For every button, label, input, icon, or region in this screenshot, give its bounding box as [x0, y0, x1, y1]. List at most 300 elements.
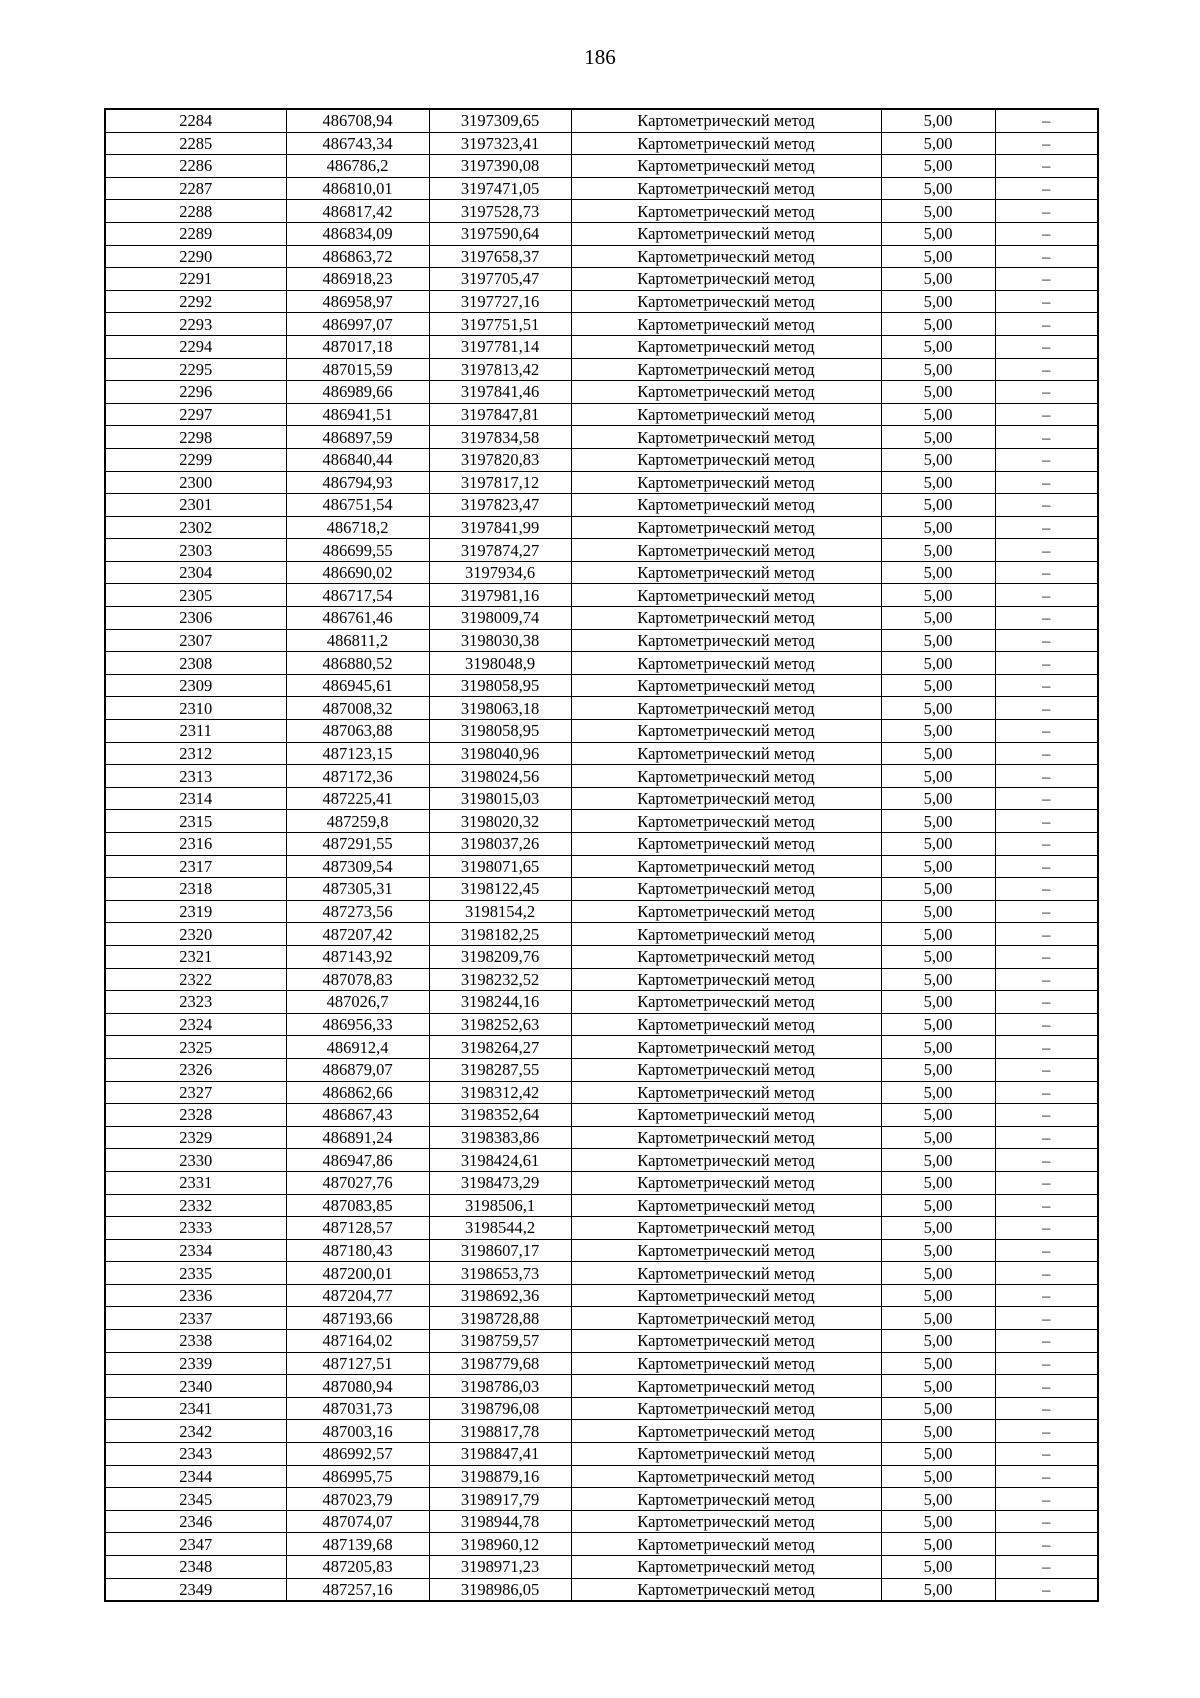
point-number-cell: 2324 [105, 1013, 286, 1036]
x-coordinate-cell: 486912,4 [286, 1036, 429, 1059]
precision-cell: 5,00 [881, 426, 995, 449]
indicator-cell: – [995, 1081, 1098, 1104]
indicator-cell: – [995, 1217, 1098, 1240]
indicator-cell: – [995, 923, 1098, 946]
precision-cell: 5,00 [881, 810, 995, 833]
x-coordinate-cell: 486840,44 [286, 448, 429, 471]
table-row [105, 1488, 1098, 1511]
method-cell: Картометрический метод [571, 1239, 881, 1262]
y-coordinate-cell: 3198264,27 [429, 1036, 571, 1059]
method-cell: Картометрический метод [571, 968, 881, 991]
indicator-cell: – [995, 1533, 1098, 1556]
precision-cell: 5,00 [881, 1443, 995, 1466]
point-number-cell: 2334 [105, 1239, 286, 1262]
y-coordinate-cell: 3198252,63 [429, 1013, 571, 1036]
x-coordinate-cell: 486743,34 [286, 132, 429, 155]
method-cell: Картометрический метод [571, 1194, 881, 1217]
table-row [105, 742, 1098, 765]
precision-cell: 5,00 [881, 1510, 995, 1533]
x-coordinate-cell: 486751,54 [286, 494, 429, 517]
table-row [105, 1262, 1098, 1285]
y-coordinate-cell: 3197817,12 [429, 471, 571, 494]
table-row [105, 245, 1098, 268]
y-coordinate-cell: 3198287,55 [429, 1058, 571, 1081]
x-coordinate-cell: 487027,76 [286, 1171, 429, 1194]
y-coordinate-cell: 3198692,36 [429, 1284, 571, 1307]
x-coordinate-cell: 487143,92 [286, 945, 429, 968]
table-row [105, 900, 1098, 923]
precision-cell: 5,00 [881, 1397, 995, 1420]
x-coordinate-cell: 487309,54 [286, 855, 429, 878]
x-coordinate-cell: 486834,09 [286, 222, 429, 245]
precision-cell: 5,00 [881, 900, 995, 923]
y-coordinate-cell: 3197309,65 [429, 109, 571, 132]
table-row [105, 1171, 1098, 1194]
point-number-cell: 2301 [105, 494, 286, 517]
point-number-cell: 2299 [105, 448, 286, 471]
point-number-cell: 2323 [105, 991, 286, 1014]
y-coordinate-cell: 3197820,83 [429, 448, 571, 471]
x-coordinate-cell: 486817,42 [286, 200, 429, 223]
indicator-cell: – [995, 652, 1098, 675]
table-row [105, 358, 1098, 381]
y-coordinate-cell: 3198971,23 [429, 1556, 571, 1579]
method-cell: Картометрический метод [571, 335, 881, 358]
method-cell: Картометрический метод [571, 1126, 881, 1149]
table-row [105, 109, 1098, 132]
point-number-cell: 2287 [105, 177, 286, 200]
indicator-cell: – [995, 810, 1098, 833]
x-coordinate-cell: 486897,59 [286, 426, 429, 449]
table-row [105, 1510, 1098, 1533]
indicator-cell: – [995, 1239, 1098, 1262]
point-number-cell: 2349 [105, 1578, 286, 1601]
y-coordinate-cell: 3198944,78 [429, 1510, 571, 1533]
point-number-cell: 2306 [105, 607, 286, 630]
method-cell: Картометрический метод [571, 1036, 881, 1059]
table-row [105, 584, 1098, 607]
table-row [105, 1081, 1098, 1104]
method-cell: Картометрический метод [571, 1104, 881, 1127]
precision-cell: 5,00 [881, 855, 995, 878]
method-cell: Картометрический метод [571, 471, 881, 494]
table-row [105, 426, 1098, 449]
precision-cell: 5,00 [881, 1578, 995, 1601]
y-coordinate-cell: 3197834,58 [429, 426, 571, 449]
x-coordinate-cell: 486956,33 [286, 1013, 429, 1036]
point-number-cell: 2314 [105, 787, 286, 810]
x-coordinate-cell: 487180,43 [286, 1239, 429, 1262]
point-number-cell: 2339 [105, 1352, 286, 1375]
table-row [105, 878, 1098, 901]
table-row [105, 652, 1098, 675]
method-cell: Картометрический метод [571, 945, 881, 968]
precision-cell: 5,00 [881, 290, 995, 313]
point-number-cell: 2296 [105, 381, 286, 404]
method-cell: Картометрический метод [571, 1375, 881, 1398]
point-number-cell: 2288 [105, 200, 286, 223]
x-coordinate-cell: 487080,94 [286, 1375, 429, 1398]
indicator-cell: – [995, 742, 1098, 765]
y-coordinate-cell: 3197727,16 [429, 290, 571, 313]
precision-cell: 5,00 [881, 787, 995, 810]
x-coordinate-cell: 487031,73 [286, 1397, 429, 1420]
indicator-cell: – [995, 674, 1098, 697]
indicator-cell: – [995, 945, 1098, 968]
precision-cell: 5,00 [881, 109, 995, 132]
y-coordinate-cell: 3198122,45 [429, 878, 571, 901]
table-row [105, 1352, 1098, 1375]
indicator-cell: – [995, 109, 1098, 132]
indicator-cell: – [995, 697, 1098, 720]
point-number-cell: 2311 [105, 720, 286, 743]
precision-cell: 5,00 [881, 1556, 995, 1579]
indicator-cell: – [995, 494, 1098, 517]
precision-cell: 5,00 [881, 629, 995, 652]
indicator-cell: – [995, 1443, 1098, 1466]
table-row [105, 177, 1098, 200]
point-number-cell: 2336 [105, 1284, 286, 1307]
point-number-cell: 2331 [105, 1171, 286, 1194]
y-coordinate-cell: 3197823,47 [429, 494, 571, 517]
indicator-cell: – [995, 1036, 1098, 1059]
point-number-cell: 2289 [105, 222, 286, 245]
point-number-cell: 2308 [105, 652, 286, 675]
precision-cell: 5,00 [881, 448, 995, 471]
precision-cell: 5,00 [881, 878, 995, 901]
precision-cell: 5,00 [881, 539, 995, 562]
point-number-cell: 2326 [105, 1058, 286, 1081]
table-row [105, 1307, 1098, 1330]
y-coordinate-cell: 3197934,6 [429, 561, 571, 584]
method-cell: Картометрический метод [571, 561, 881, 584]
x-coordinate-cell: 486918,23 [286, 268, 429, 291]
y-coordinate-cell: 3198063,18 [429, 697, 571, 720]
point-number-cell: 2318 [105, 878, 286, 901]
x-coordinate-cell: 487003,16 [286, 1420, 429, 1443]
point-number-cell: 2330 [105, 1149, 286, 1172]
y-coordinate-cell: 3197874,27 [429, 539, 571, 562]
method-cell: Картометрический метод [571, 245, 881, 268]
method-cell: Картометрический метод [571, 1149, 881, 1172]
method-cell: Картометрический метод [571, 742, 881, 765]
y-coordinate-cell: 3198506,1 [429, 1194, 571, 1217]
y-coordinate-cell: 3198817,78 [429, 1420, 571, 1443]
method-cell: Картометрический метод [571, 765, 881, 788]
point-number-cell: 2319 [105, 900, 286, 923]
x-coordinate-cell: 487305,31 [286, 878, 429, 901]
x-coordinate-cell: 486958,97 [286, 290, 429, 313]
x-coordinate-cell: 486810,01 [286, 177, 429, 200]
x-coordinate-cell: 486786,2 [286, 155, 429, 178]
x-coordinate-cell: 486891,24 [286, 1126, 429, 1149]
table-row [105, 697, 1098, 720]
precision-cell: 5,00 [881, 471, 995, 494]
precision-cell: 5,00 [881, 674, 995, 697]
y-coordinate-cell: 3198728,88 [429, 1307, 571, 1330]
precision-cell: 5,00 [881, 833, 995, 856]
precision-cell: 5,00 [881, 358, 995, 381]
point-number-cell: 2317 [105, 855, 286, 878]
indicator-cell: – [995, 607, 1098, 630]
indicator-cell: – [995, 448, 1098, 471]
x-coordinate-cell: 487273,56 [286, 900, 429, 923]
indicator-cell: – [995, 968, 1098, 991]
table-row [105, 1149, 1098, 1172]
x-coordinate-cell: 486945,61 [286, 674, 429, 697]
precision-cell: 5,00 [881, 335, 995, 358]
table-row [105, 222, 1098, 245]
method-cell: Картометрический метод [571, 1262, 881, 1285]
precision-cell: 5,00 [881, 177, 995, 200]
x-coordinate-cell: 486941,51 [286, 403, 429, 426]
table-row [105, 1420, 1098, 1443]
precision-cell: 5,00 [881, 1194, 995, 1217]
x-coordinate-cell: 486863,72 [286, 245, 429, 268]
indicator-cell: – [995, 1284, 1098, 1307]
table-row [105, 448, 1098, 471]
indicator-cell: – [995, 1058, 1098, 1081]
method-cell: Картометрический метод [571, 629, 881, 652]
method-cell: Картометрический метод [571, 855, 881, 878]
x-coordinate-cell: 487225,41 [286, 787, 429, 810]
precision-cell: 5,00 [881, 1058, 995, 1081]
indicator-cell: – [995, 1578, 1098, 1601]
indicator-cell: – [995, 290, 1098, 313]
x-coordinate-cell: 486995,75 [286, 1465, 429, 1488]
point-number-cell: 2312 [105, 742, 286, 765]
y-coordinate-cell: 3197813,42 [429, 358, 571, 381]
x-coordinate-cell: 486794,93 [286, 471, 429, 494]
point-number-cell: 2337 [105, 1307, 286, 1330]
point-number-cell: 2341 [105, 1397, 286, 1420]
method-cell: Картометрический метод [571, 177, 881, 200]
indicator-cell: – [995, 539, 1098, 562]
y-coordinate-cell: 3197781,14 [429, 335, 571, 358]
indicator-cell: – [995, 268, 1098, 291]
table-row [105, 516, 1098, 539]
x-coordinate-cell: 486880,52 [286, 652, 429, 675]
table-row [105, 1443, 1098, 1466]
x-coordinate-cell: 486862,66 [286, 1081, 429, 1104]
table-row [105, 1578, 1098, 1601]
indicator-cell: – [995, 177, 1098, 200]
table-row [105, 1104, 1098, 1127]
precision-cell: 5,00 [881, 1352, 995, 1375]
table-row [105, 381, 1098, 404]
precision-cell: 5,00 [881, 132, 995, 155]
precision-cell: 5,00 [881, 1104, 995, 1127]
indicator-cell: – [995, 516, 1098, 539]
point-number-cell: 2321 [105, 945, 286, 968]
precision-cell: 5,00 [881, 652, 995, 675]
table-row [105, 403, 1098, 426]
precision-cell: 5,00 [881, 1239, 995, 1262]
indicator-cell: – [995, 1194, 1098, 1217]
precision-cell: 5,00 [881, 1217, 995, 1240]
point-number-cell: 2298 [105, 426, 286, 449]
x-coordinate-cell: 487026,7 [286, 991, 429, 1014]
method-cell: Картометрический метод [571, 222, 881, 245]
table-row [105, 810, 1098, 833]
y-coordinate-cell: 3197981,16 [429, 584, 571, 607]
point-number-cell: 2313 [105, 765, 286, 788]
table-row [105, 1556, 1098, 1579]
indicator-cell: – [995, 1420, 1098, 1443]
x-coordinate-cell: 486761,46 [286, 607, 429, 630]
precision-cell: 5,00 [881, 607, 995, 630]
point-number-cell: 2335 [105, 1262, 286, 1285]
method-cell: Картометрический метод [571, 833, 881, 856]
x-coordinate-cell: 486708,94 [286, 109, 429, 132]
point-number-cell: 2328 [105, 1104, 286, 1127]
precision-cell: 5,00 [881, 1330, 995, 1353]
indicator-cell: – [995, 471, 1098, 494]
method-cell: Картометрический метод [571, 878, 881, 901]
point-number-cell: 2348 [105, 1556, 286, 1579]
table-row [105, 1465, 1098, 1488]
point-number-cell: 2316 [105, 833, 286, 856]
table-row [105, 923, 1098, 946]
precision-cell: 5,00 [881, 720, 995, 743]
method-cell: Картометрический метод [571, 1556, 881, 1579]
method-cell: Картометрический метод [571, 607, 881, 630]
indicator-cell: – [995, 426, 1098, 449]
method-cell: Картометрический метод [571, 268, 881, 291]
y-coordinate-cell: 3197841,46 [429, 381, 571, 404]
indicator-cell: – [995, 584, 1098, 607]
method-cell: Картометрический метод [571, 923, 881, 946]
point-number-cell: 2286 [105, 155, 286, 178]
table-row [105, 674, 1098, 697]
method-cell: Картометрический метод [571, 426, 881, 449]
table-row [105, 471, 1098, 494]
method-cell: Картометрический метод [571, 652, 881, 675]
precision-cell: 5,00 [881, 561, 995, 584]
y-coordinate-cell: 3198024,56 [429, 765, 571, 788]
indicator-cell: – [995, 1126, 1098, 1149]
precision-cell: 5,00 [881, 1420, 995, 1443]
method-cell: Картометрический метод [571, 720, 881, 743]
point-number-cell: 2327 [105, 1081, 286, 1104]
table-row [105, 629, 1098, 652]
table-row [105, 765, 1098, 788]
x-coordinate-cell: 487200,01 [286, 1262, 429, 1285]
indicator-cell: – [995, 1307, 1098, 1330]
point-number-cell: 2291 [105, 268, 286, 291]
precision-cell: 5,00 [881, 1013, 995, 1036]
coordinates-table [104, 108, 1099, 1602]
indicator-cell: – [995, 991, 1098, 1014]
y-coordinate-cell: 3197751,51 [429, 313, 571, 336]
x-coordinate-cell: 487164,02 [286, 1330, 429, 1353]
point-number-cell: 2297 [105, 403, 286, 426]
point-number-cell: 2293 [105, 313, 286, 336]
y-coordinate-cell: 3198960,12 [429, 1533, 571, 1556]
indicator-cell: – [995, 1149, 1098, 1172]
table-row [105, 1058, 1098, 1081]
precision-cell: 5,00 [881, 155, 995, 178]
y-coordinate-cell: 3198058,95 [429, 720, 571, 743]
y-coordinate-cell: 3198015,03 [429, 787, 571, 810]
method-cell: Картометрический метод [571, 1217, 881, 1240]
method-cell: Картометрический метод [571, 313, 881, 336]
indicator-cell: – [995, 1104, 1098, 1127]
x-coordinate-cell: 487193,66 [286, 1307, 429, 1330]
point-number-cell: 2300 [105, 471, 286, 494]
y-coordinate-cell: 3198030,38 [429, 629, 571, 652]
y-coordinate-cell: 3198244,16 [429, 991, 571, 1014]
y-coordinate-cell: 3198058,95 [429, 674, 571, 697]
indicator-cell: – [995, 765, 1098, 788]
y-coordinate-cell: 3197841,99 [429, 516, 571, 539]
y-coordinate-cell: 3198917,79 [429, 1488, 571, 1511]
y-coordinate-cell: 3198048,9 [429, 652, 571, 675]
indicator-cell: – [995, 335, 1098, 358]
point-number-cell: 2309 [105, 674, 286, 697]
method-cell: Картометрический метод [571, 448, 881, 471]
x-coordinate-cell: 486717,54 [286, 584, 429, 607]
point-number-cell: 2333 [105, 1217, 286, 1240]
x-coordinate-cell: 487008,32 [286, 697, 429, 720]
y-coordinate-cell: 3198653,73 [429, 1262, 571, 1285]
y-coordinate-cell: 3197323,41 [429, 132, 571, 155]
precision-cell: 5,00 [881, 494, 995, 517]
y-coordinate-cell: 3198786,03 [429, 1375, 571, 1398]
precision-cell: 5,00 [881, 584, 995, 607]
method-cell: Картометрический метод [571, 516, 881, 539]
y-coordinate-cell: 3198779,68 [429, 1352, 571, 1375]
indicator-cell: – [995, 1330, 1098, 1353]
precision-cell: 5,00 [881, 697, 995, 720]
x-coordinate-cell: 487291,55 [286, 833, 429, 856]
indicator-cell: – [995, 1013, 1098, 1036]
precision-cell: 5,00 [881, 1171, 995, 1194]
table-row [105, 539, 1098, 562]
method-cell: Картометрический метод [571, 1081, 881, 1104]
indicator-cell: – [995, 381, 1098, 404]
point-number-cell: 2325 [105, 1036, 286, 1059]
x-coordinate-cell: 487127,51 [286, 1352, 429, 1375]
y-coordinate-cell: 3197705,47 [429, 268, 571, 291]
y-coordinate-cell: 3198607,17 [429, 1239, 571, 1262]
indicator-cell: – [995, 1262, 1098, 1285]
x-coordinate-cell: 487259,8 [286, 810, 429, 833]
method-cell: Картометрический метод [571, 1330, 881, 1353]
method-cell: Картометрический метод [571, 1578, 881, 1601]
method-cell: Картометрический метод [571, 991, 881, 1014]
point-number-cell: 2307 [105, 629, 286, 652]
table-row [105, 200, 1098, 223]
point-number-cell: 2332 [105, 1194, 286, 1217]
x-coordinate-cell: 487207,42 [286, 923, 429, 946]
method-cell: Картометрический метод [571, 1058, 881, 1081]
x-coordinate-cell: 486811,2 [286, 629, 429, 652]
indicator-cell: – [995, 1352, 1098, 1375]
method-cell: Картометрический метод [571, 1013, 881, 1036]
point-number-cell: 2304 [105, 561, 286, 584]
table-row [105, 1239, 1098, 1262]
x-coordinate-cell: 487023,79 [286, 1488, 429, 1511]
x-coordinate-cell: 487083,85 [286, 1194, 429, 1217]
method-cell: Картометрический метод [571, 1352, 881, 1375]
precision-cell: 5,00 [881, 742, 995, 765]
method-cell: Картометрический метод [571, 381, 881, 404]
table-row [105, 1126, 1098, 1149]
x-coordinate-cell: 487063,88 [286, 720, 429, 743]
indicator-cell: – [995, 200, 1098, 223]
precision-cell: 5,00 [881, 1126, 995, 1149]
